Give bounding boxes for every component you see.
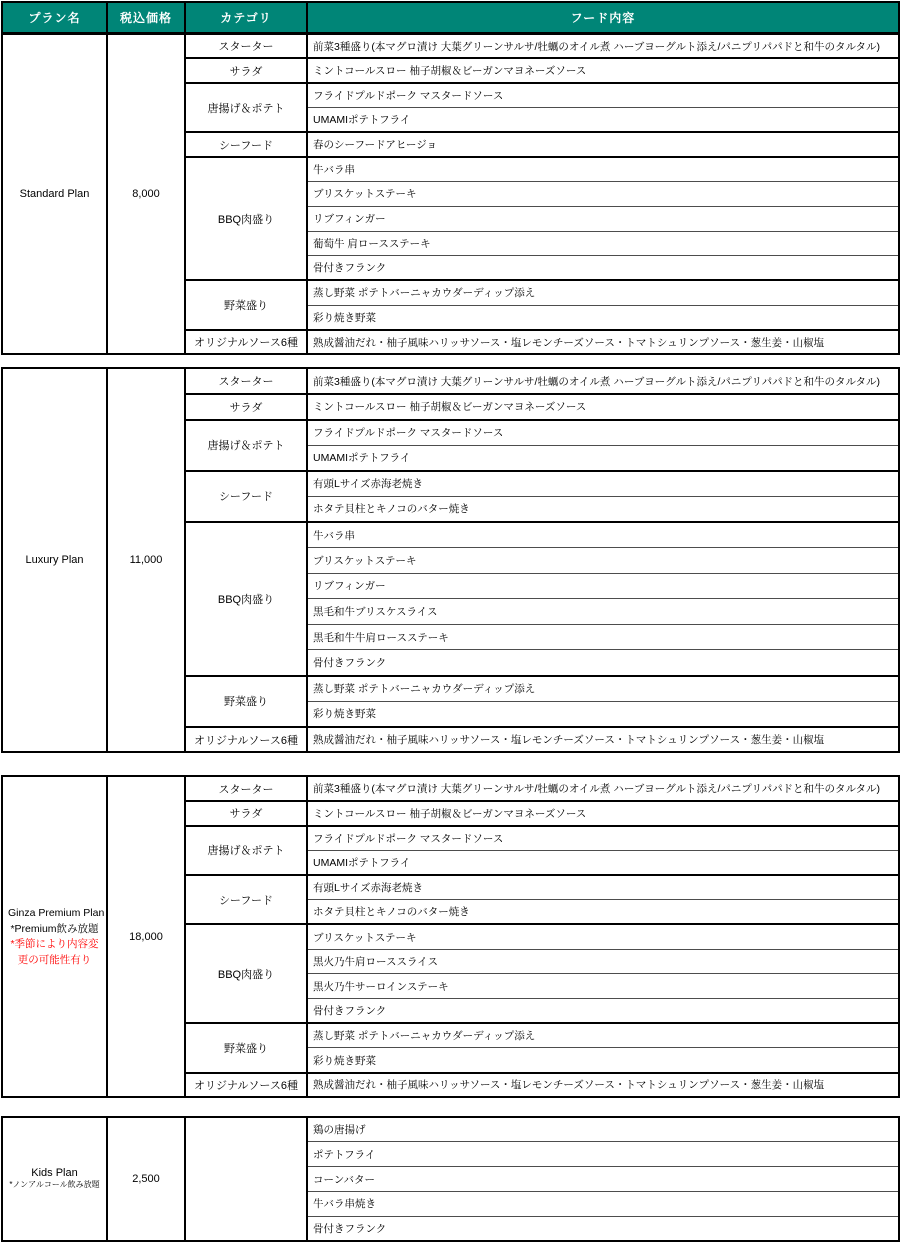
food-item-cell: 骨付きフランク <box>307 999 899 1024</box>
food-item-cell: 葡萄牛 肩ロースステーキ <box>307 231 899 256</box>
plan-table-kids <box>1 1116 900 1241</box>
plan-name-cell <box>2 368 107 752</box>
plan-name: Ginza Premium Plan <box>8 906 105 919</box>
food-item-cell: 黒毛和牛ブリスケスライス <box>307 599 899 625</box>
food-item-cell: ポテトフライ <box>307 1142 899 1167</box>
food-item-cell: 有頭Lサイズ赤海老焼き <box>307 471 899 497</box>
food-item-cell: 黒毛和牛牛肩ロースステーキ <box>307 624 899 650</box>
plan-name-cell <box>2 34 107 355</box>
food-item-cell: 牛バラ串焼き <box>307 1191 899 1216</box>
food-item-cell: 春のシーフードアヒージョ <box>307 132 899 157</box>
food-item-cell: 熟成醤油だれ・柚子風味ハリッサソース・塩レモンチーズソース・トマトシュリンプソース・葱生姜・山椒塩 <box>307 1073 899 1098</box>
food-item-cell: 前菜3種盛り(本マグロ漬け 大葉グリーンサルサ/牡蠣のオイル煮 ハーブヨーグルト添え/パニプリパパドと和牛のタルタル) <box>307 368 899 394</box>
category-cell: BBQ肉盛り <box>185 522 307 676</box>
category-cell: BBQ肉盛り <box>185 924 307 1023</box>
column-header-plan-name: プラン名 <box>2 2 107 34</box>
category-cell: シーフード <box>185 875 307 924</box>
category-cell: 唐揚げ＆ポテト <box>185 826 307 875</box>
category-cell: スターター <box>185 34 307 59</box>
food-item-cell: コーンバター <box>307 1167 899 1192</box>
food-item-cell: ホタテ貝柱とキノコのバター焼き <box>307 496 899 522</box>
food-item-cell: 前菜3種盛り(本マグロ漬け 大葉グリーンサルサ/牡蠣のオイル煮 ハーブヨーグルト添え/パニプリパパドと和牛のタルタル) <box>307 776 899 801</box>
plan-name: Kids Plan <box>31 1166 78 1179</box>
plan-name-cell <box>2 776 107 1097</box>
food-item-cell: 骨付きフランク <box>307 650 899 676</box>
food-item-cell: ブリスケットステーキ <box>307 924 899 949</box>
category-cell: 野菜盛り <box>185 676 307 727</box>
plan-note: *ノンアルコール飲み放題 <box>9 1179 100 1189</box>
food-item-cell: 牛バラ串 <box>307 157 899 182</box>
column-header-category: カテゴリ <box>185 2 307 34</box>
category-cell <box>185 1117 307 1240</box>
food-item-cell: 蒸し野菜 ポテトバーニャカウダーディップ添え <box>307 1023 899 1048</box>
food-item-cell: 牛バラ串 <box>307 522 899 548</box>
plan-name-cell <box>2 1117 107 1240</box>
category-cell: シーフード <box>185 471 307 522</box>
category-cell: 野菜盛り <box>185 1023 307 1072</box>
category-cell: オリジナルソース6種 <box>185 1073 307 1098</box>
plan-table-standard <box>1 1 900 355</box>
food-item-cell: 熟成醤油だれ・柚子風味ハリッサソース・塩レモンチーズソース・トマトシュリンプソース・葱生姜・山椒塩 <box>307 727 899 753</box>
food-item-cell: フライドプルドポーク マスタードソース <box>307 420 899 446</box>
plan-note-red: *季節により内容変更の可能性有り <box>10 938 99 966</box>
food-item-cell: UMAMIポテトフライ <box>307 108 899 133</box>
food-item-cell: ミントコールスロー 柚子胡椒＆ビーガンマヨネーズソース <box>307 58 899 83</box>
food-item-cell: ミントコールスロー 柚子胡椒＆ビーガンマヨネーズソース <box>307 394 899 420</box>
food-item-cell: ブリスケットステーキ <box>307 182 899 207</box>
food-item-cell: 彩り焼き野菜 <box>307 701 899 727</box>
food-item-cell: リブフィンガー <box>307 206 899 231</box>
food-item-cell: 骨付きフランク <box>307 1216 899 1241</box>
food-item-cell: 蒸し野菜 ポテトバーニャカウダーディップ添え <box>307 676 899 702</box>
category-cell: サラダ <box>185 58 307 83</box>
food-item-cell: 骨付きフランク <box>307 256 899 281</box>
food-item-cell: ホタテ貝柱とキノコのバター焼き <box>307 900 899 925</box>
food-item-cell: 黒火乃牛肩ローススライス <box>307 949 899 974</box>
category-cell: 唐揚げ＆ポテト <box>185 420 307 471</box>
food-item-cell: 黒火乃牛サーロインステーキ <box>307 974 899 999</box>
plan-name: Standard Plan <box>19 188 90 201</box>
plan-name: Luxury Plan <box>25 554 84 567</box>
category-cell: サラダ <box>185 394 307 420</box>
column-header-price: 税込価格 <box>107 2 185 34</box>
food-item-cell: 蒸し野菜 ポテトバーニャカウダーディップ添え <box>307 280 899 305</box>
category-cell: 唐揚げ＆ポテト <box>185 83 307 132</box>
category-cell: オリジナルソース6種 <box>185 727 307 753</box>
food-item-cell: UMAMIポテトフライ <box>307 445 899 471</box>
food-item-cell: ブリスケットステーキ <box>307 548 899 574</box>
food-item-cell: 彩り焼き野菜 <box>307 1048 899 1073</box>
food-item-cell: 前菜3種盛り(本マグロ漬け 大葉グリーンサルサ/牡蠣のオイル煮 ハーブヨーグルト添え/パニプリパパドと和牛のタルタル) <box>307 34 899 59</box>
category-cell: 野菜盛り <box>185 280 307 329</box>
plan-note: *Premium飲み放題 <box>10 922 99 935</box>
food-item-cell: リブフィンガー <box>307 573 899 599</box>
plan-price-cell: 8,000 <box>107 34 185 355</box>
category-cell: サラダ <box>185 801 307 826</box>
table-header-row <box>2 2 899 34</box>
food-item-cell: ミントコールスロー 柚子胡椒＆ビーガンマヨネーズソース <box>307 801 899 826</box>
food-item-cell: 有頭Lサイズ赤海老焼き <box>307 875 899 900</box>
food-item-cell: フライドプルドポーク マスタードソース <box>307 826 899 851</box>
category-cell: シーフード <box>185 132 307 157</box>
food-item-cell: 彩り焼き野菜 <box>307 305 899 330</box>
category-cell: スターター <box>185 368 307 394</box>
plan-table-luxury <box>1 367 900 753</box>
category-cell: スターター <box>185 776 307 801</box>
plan-price-cell: 11,000 <box>107 368 185 752</box>
category-cell: BBQ肉盛り <box>185 157 307 280</box>
food-item-cell: 熟成醤油だれ・柚子風味ハリッサソース・塩レモンチーズソース・トマトシュリンプソース・葱生姜・山椒塩 <box>307 330 899 355</box>
column-header-food: フード内容 <box>307 2 899 34</box>
plan-price-cell: 18,000 <box>107 776 185 1097</box>
food-item-cell: UMAMIポテトフライ <box>307 850 899 875</box>
plan-price-cell: 2,500 <box>107 1117 185 1240</box>
food-item-cell: 鶏の唐揚げ <box>307 1117 899 1142</box>
food-item-cell: フライドプルドポーク マスタードソース <box>307 83 899 108</box>
plan-table-ginza-premium <box>1 775 900 1098</box>
category-cell: オリジナルソース6種 <box>185 330 307 355</box>
